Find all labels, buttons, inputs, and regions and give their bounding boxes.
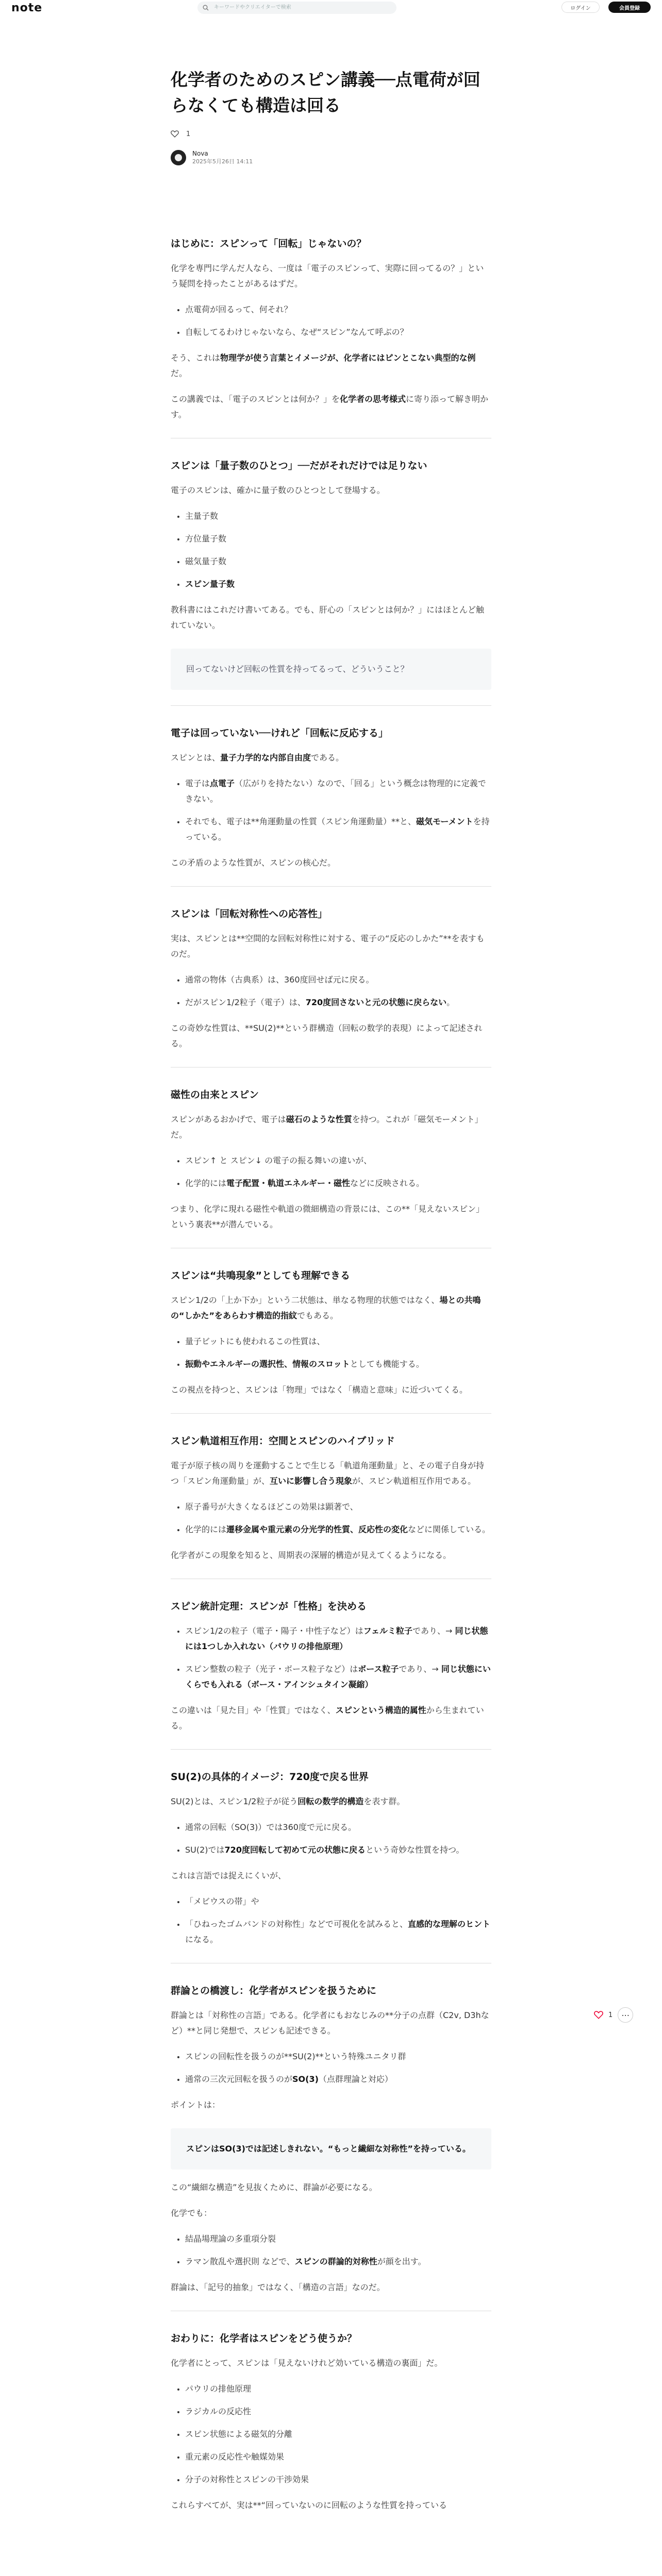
section-heading: 群論との橋渡し：化学者がスピンを扱うために <box>171 1985 377 1996</box>
bullet-list <box>171 1894 491 1947</box>
bullet-list <box>171 302 491 340</box>
section-heading: スピンは「量子数のひとつ」──だがそれだけでは足りない <box>171 460 427 471</box>
floating-actions <box>594 2007 633 2023</box>
article-section <box>171 1770 491 1947</box>
list-item: • スピン1/2の粒子（電子・陽子・中性子など）はフェルミ粒子であり、→ 同じ状態には1つしか入れない（パウリの排他原理） <box>185 1623 491 1654</box>
section-heading: スピン軌道相互作用：空間とスピンのハイブリッド <box>171 1435 395 1447</box>
section-divider <box>171 1749 491 1750</box>
bullet-list <box>171 2049 491 2087</box>
bullet-list <box>171 776 491 845</box>
section-heading: SU(2)の具体的イメージ：720度で戻る世界 <box>171 1771 369 1783</box>
signup-button[interactable]: 会員登録 <box>608 2 651 13</box>
note-logo[interactable]: note <box>11 2 43 14</box>
list-item: • スピンの回転性を扱うのが**SU(2)**という特殊ユニタリ群 <box>185 2049 491 2064</box>
list-item: • 量子ビットにも使われるこの性質は、 <box>185 1334 491 1349</box>
list-item: • スピン量子数 <box>185 577 491 592</box>
author-row[interactable] <box>171 149 491 166</box>
list-item: • ラマン散乱や選択則 などで、スピンの群論的対称性が顔を出す。 <box>185 2254 491 2269</box>
bullet-list <box>171 1623 491 1692</box>
paragraph: ポイントは： <box>171 2100 221 2110</box>
list-item: • 通常の三次元回転を扱うのがSO(3)（点群理論と対応） <box>185 2072 491 2087</box>
heart-icon[interactable] <box>171 130 179 138</box>
list-item: • 化学的には遷移金属や重元素の分光学的性質、反応性の変化などに関係している。 <box>185 1522 491 1537</box>
paragraph: 群論とは「対称性の言語」である。化学者にもおなじみの**分子の点群（C2v, D3hなど）**と同じ発想で、スピンも記述できる。 <box>171 2010 489 2036</box>
paragraph: この講義では、「電子のスピンとは何か？」を化学者の思考様式に寄り添って解き明かす。 <box>171 394 489 419</box>
paragraph: スピンがあるおかげで、電子は磁石のような性質を持つ。これが「磁気モーメント」だ。 <box>171 1114 483 1140</box>
list-item: • 「ひねったゴムバンドの対称性」などで可視化を試みると、直感的な理解のヒントになる。 <box>185 1917 491 1947</box>
article-section <box>171 1984 491 2295</box>
section-heading: スピンは“共鳴現象”としても理解できる <box>171 1270 350 1281</box>
list-item: • 通常の回転（SO(3)）では360度で元に戻る。 <box>185 1820 491 1835</box>
page-title: 化学者のためのスピン講義──点電荷が回らなくても構造は回る <box>171 70 481 115</box>
paragraph: この矛盾のような性質が、スピンの核心だ。 <box>171 858 336 868</box>
top-bar <box>0 0 662 18</box>
blockquote: 回ってないけど回転の性質を持ってるって、どういうこと？ <box>171 649 491 690</box>
list-item: • 振動やエネルギーの選択性、情報のスロットとしても機能する。 <box>185 1357 491 1372</box>
section-heading: 電子は回っていない──けれど「回転に反応する」 <box>171 727 388 739</box>
list-item: • 方位量子数 <box>185 531 491 547</box>
heart-icon[interactable] <box>594 2011 603 2019</box>
list-item: • 自転してるわけじゃないなら、なぜ“スピン”なんて呼ぶの？ <box>185 325 491 340</box>
paragraph: スピンとは、量子力学的な内部自由度である。 <box>171 753 344 762</box>
blockquote: スピンはSO(3)では記述しきれない。“もっと繊細な対称性”を持っている。 <box>171 2128 491 2170</box>
section-divider <box>171 886 491 887</box>
paragraph: 化学者にとって、スピンは「見えないけれど効いている構造の裏面」だ。 <box>171 2358 443 2368</box>
bullet-list <box>171 1820 491 1858</box>
paragraph: 電子のスピンは、確かに量子数のひとつとして登場する。 <box>171 485 385 495</box>
list-item: • 重元素の反応性や触媒効果 <box>185 2449 491 2465</box>
bullet-list <box>171 1334 491 1372</box>
list-item: • 主量子数 <box>185 509 491 524</box>
bullet-list <box>171 509 491 592</box>
article-section <box>171 1088 491 1232</box>
paragraph: 実は、スピンとは**空間的な回転対称性に対する、電子の“反応のしかた”**を表すものだ。 <box>171 934 485 959</box>
paragraph: 化学者がこの現象を知ると、周期表の深層的構造が見えてくるようになる。 <box>171 1550 452 1560</box>
list-item: • 結晶場理論の多重項分裂 <box>185 2231 491 2247</box>
article-section <box>171 237 491 422</box>
list-item: • 点電荷が回るって、何それ？ <box>185 302 491 317</box>
paragraph: この視点を持つと、スピンは「物理」ではなく「構造と意味」に近づいてくる。 <box>171 1385 468 1395</box>
bullet-list <box>171 2381 491 2487</box>
section-divider <box>171 1413 491 1414</box>
paragraph: スピン1/2の「上か下か」という二状態は、単なる物理的状態ではなく、場との共鳴の“しかた”をあらわす構造的指紋でもある。 <box>171 1295 481 1320</box>
bullet-list <box>171 972 491 1010</box>
article-section <box>171 1269 491 1398</box>
like-count: 1 <box>186 130 191 138</box>
paragraph: つまり、化学に現れる磁性や軌道の微細構造の背景には、この**「見えないスピン」という裏表**が潜んでいる。 <box>171 1204 485 1229</box>
more-icon[interactable]: ⋯ <box>618 2007 633 2023</box>
search-icon <box>203 5 209 11</box>
paragraph: この“繊細な構造”を見抜くために、群論が必要になる。 <box>171 2182 377 2192</box>
article-section <box>171 1600 491 1734</box>
paragraph: 電子が原子核の周りを運動することで生じる「軌道角運動量」と、その電子自身が持つ「スピン角運動量」が、互いに影響し合う現象が、スピン軌道相互作用である。 <box>171 1461 485 1486</box>
avatar[interactable] <box>171 150 186 165</box>
list-item: • 「メビウスの帯」や <box>185 1894 491 1909</box>
bullet-list <box>171 1499 491 1537</box>
article-header <box>171 67 491 166</box>
list-item: • 原子番号が大きくなるほどこの効果は顕著で、 <box>185 1499 491 1515</box>
paragraph: SU(2)とは、スピン1/2粒子が従う回転の数学的構造を表す群。 <box>171 1797 405 1806</box>
section-heading: スピン統計定理：スピンが「性格」を決める <box>171 1601 367 1612</box>
article-section <box>171 2332 491 2513</box>
list-item: • ラジカルの反応性 <box>185 2404 491 2419</box>
post-date: 2025年5月26日 14:11 <box>192 158 253 165</box>
list-item: • 通常の物体（古典系）は、360度回せば元に戻る。 <box>185 972 491 988</box>
list-item: • SU(2)では720度回転して初めて元の状態に戻るという奇妙な性質を持つ。 <box>185 1842 491 1858</box>
list-item: • 分子の対称性とスピンの干渉効果 <box>185 2472 491 2487</box>
list-item: • スピン状態による磁気的分離 <box>185 2427 491 2442</box>
list-item: • 電子は点電子（広がりを持たない）なので、「回る」という概念は物理的に定義できない。 <box>185 776 491 807</box>
article-section <box>171 907 491 1052</box>
login-button[interactable]: ログイン <box>561 2 600 13</box>
list-item: • 磁気量子数 <box>185 554 491 569</box>
list-item: • スピン↑ と スピン↓ の電子の振る舞いの違いが、 <box>185 1153 491 1168</box>
search-input[interactable]: キーワードやクリエイターで検索 <box>214 5 291 10</box>
bullet-list <box>171 2231 491 2269</box>
author-name[interactable]: Nova <box>192 150 208 157</box>
section-heading: はじめに：スピンって「回転」じゃないの？ <box>171 238 367 249</box>
paragraph: 教科書にはこれだけ書いてある。でも、肝心の「スピンとは何か？」にはほとんど触れていない。 <box>171 605 485 630</box>
list-item: • それでも、電子は**角運動量の性質（スピン角運動量）**と、磁気モーメントを持っている。 <box>185 814 491 845</box>
paragraph: 化学を専門に学んだ人なら、一度は「電子のスピンって、実際に回ってるの？」という疑問を持ったことがあるはずだ。 <box>171 263 484 289</box>
article-section <box>171 459 491 690</box>
side-like-count: 1 <box>608 2011 613 2019</box>
paragraph: 化学でも： <box>171 2208 212 2218</box>
section-divider <box>171 705 491 706</box>
list-item: • だがスピン1/2粒子（電子）は、720度回さないと元の状態に戻らない。 <box>185 995 491 1010</box>
article-section <box>171 1434 491 1563</box>
list-item: • スピン整数の粒子（光子・ボース粒子など）はボース粒子であり、→ 同じ状態にいくらでも入れる（ボース・アインシュタイン凝縮） <box>185 1662 491 1692</box>
paragraph: この奇妙な性質は、**SU(2)**という群構造（回転の数学的表現）によって記述される。 <box>171 1023 483 1048</box>
search-bar[interactable] <box>197 2 396 14</box>
like-row <box>171 129 491 139</box>
paragraph: この違いは「見た目」や「性質」ではなく、スピンという構造的属性から生まれている。 <box>171 1705 484 1731</box>
section-heading: スピンは「回転対称性への応答性」 <box>171 908 328 920</box>
bullet-list <box>171 1153 491 1191</box>
list-item: • パウリの排他原理 <box>185 2381 491 2397</box>
paragraph: これは言語では捉えにくいが、 <box>171 1871 287 1880</box>
section-heading: 磁性の由来とスピン <box>171 1089 259 1100</box>
article-section <box>171 726 491 871</box>
paragraph: これらすべてが、実は**“回っていないのに回転のような性質を持っている <box>171 2500 447 2510</box>
article-body <box>171 237 491 2513</box>
paragraph: そう、これは物理学が使う言葉とイメージが、化学者にはピンとこない典型的な例だ。 <box>171 353 476 378</box>
list-item: • 化学的には電子配置・軌道エネルギー・磁性などに反映される。 <box>185 1176 491 1191</box>
section-heading: おわりに：化学者はスピンをどう使うか？ <box>171 2333 357 2344</box>
paragraph: 群論は、「記号的抽象」ではなく、「構造の言語」なのだ。 <box>171 2282 385 2292</box>
